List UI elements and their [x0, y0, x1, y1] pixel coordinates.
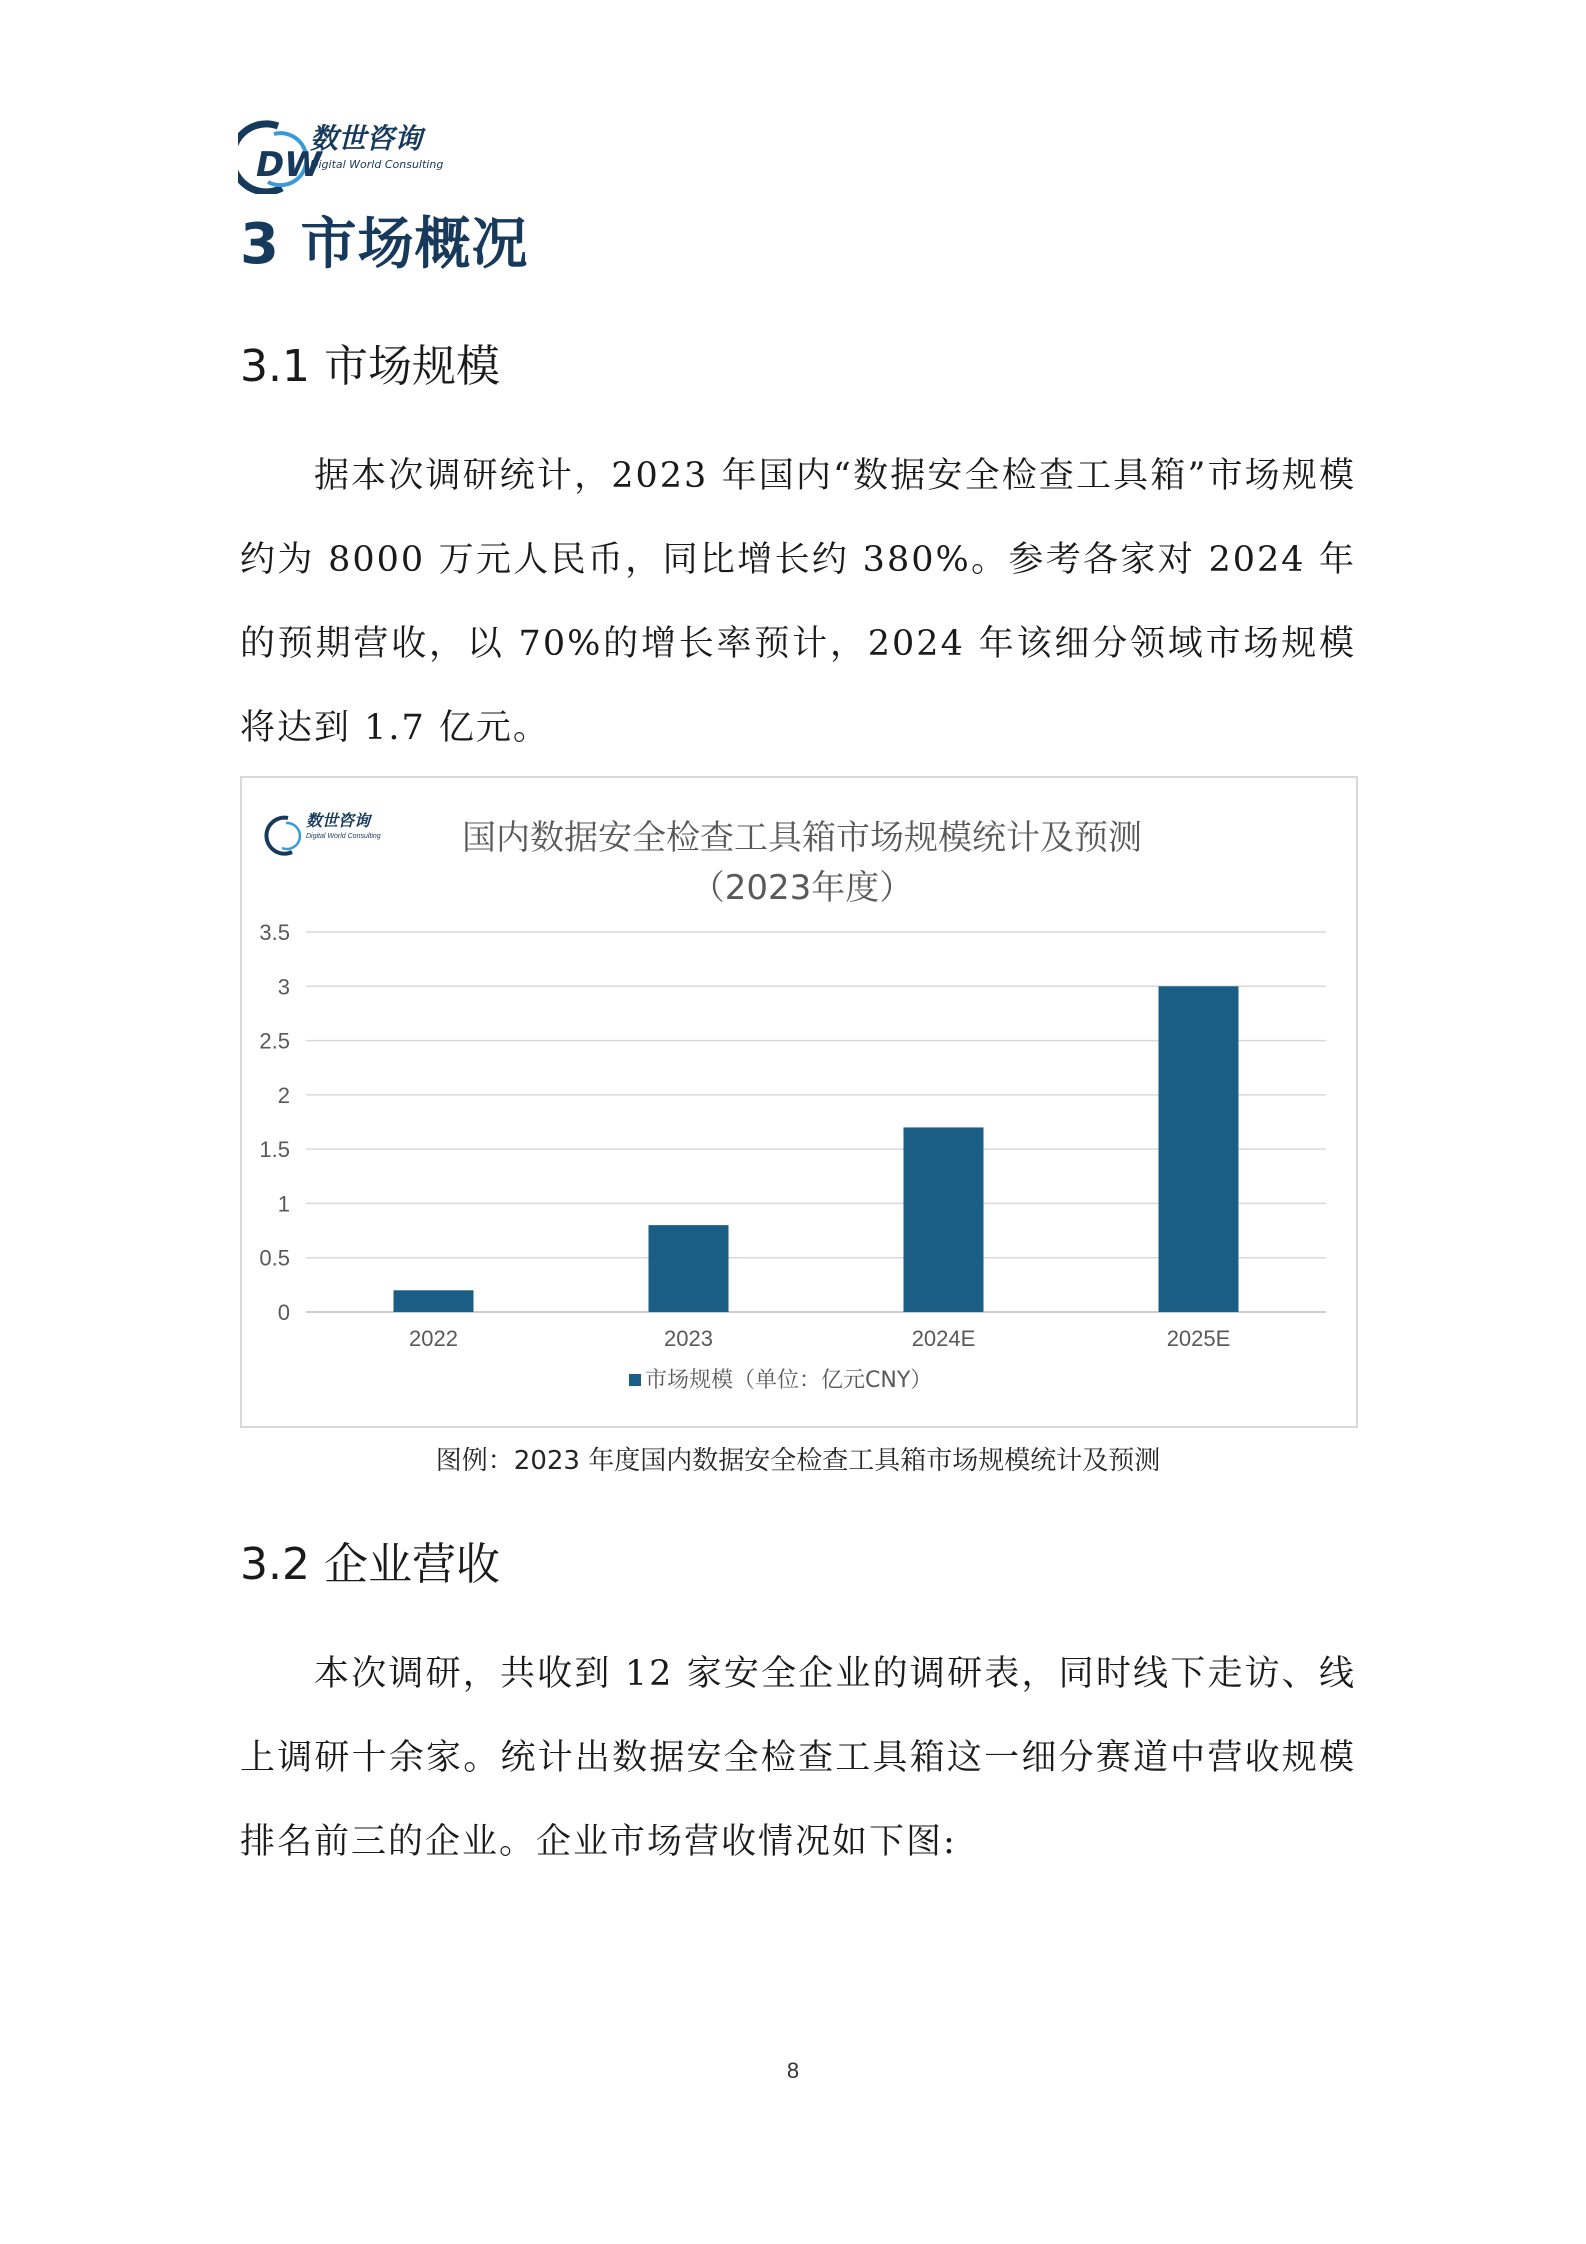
x-tick-label: 2022	[409, 1326, 458, 1351]
y-tick-label: 2.5	[259, 1028, 290, 1054]
chart-logo-cn: 数世咨询	[306, 813, 371, 830]
bar	[649, 1225, 729, 1312]
bar	[394, 1290, 474, 1312]
bar	[1159, 986, 1239, 1312]
legend-label: 市场规模（单位：亿元CNY）	[645, 1368, 933, 1393]
logo-mark: DW	[256, 145, 322, 185]
company-logo	[238, 112, 468, 194]
x-tick-label: 2025E	[1166, 1326, 1231, 1351]
y-tick-label: 3	[277, 974, 290, 1000]
chart-title-line1: 国内数据安全检查工具箱市场规模统计及预测	[462, 818, 1142, 858]
y-tick-label: 1.5	[259, 1137, 290, 1163]
y-tick-label: 0	[277, 1300, 290, 1325]
chart-caption: 图例：2023 年度国内数据安全检查工具箱市场规模统计及预测	[435, 1446, 1161, 1476]
market-size-chart	[240, 776, 1358, 1428]
logo-en-text: Digital World Consulting	[310, 158, 444, 171]
y-tick-label: 0.5	[259, 1245, 290, 1271]
bar	[904, 1127, 984, 1312]
subsection-title-revenue: 3.2 企业营收	[240, 1539, 500, 1590]
revenue-paragraph: 本次调研，共收到 12 家安全企业的调研表，同时线下走访、线上调研十余家。统计出数据安全检查工具箱这一细分赛道中营收规模排名前三的企业。企业市场营收情况如下图:	[240, 1654, 1356, 1862]
y-tick-label: 3.5	[259, 920, 290, 945]
logo-graphic	[238, 112, 468, 194]
subsection-title-market-size: 3.1 市场规模	[240, 341, 500, 392]
legend-swatch	[629, 1374, 641, 1386]
section-title: 3 市场概况	[240, 212, 529, 277]
x-tick-label: 2023	[664, 1326, 713, 1351]
x-tick-label: 2024E	[911, 1326, 976, 1351]
market-size-paragraph: 据本次调研统计，2023 年国内“数据安全检查工具箱”市场规模约为 8000 万元人民币，同比增长约 380%。参考各家对 2024 年的预期营收，以 70%的增长率预计，2024 年该细分领域市场规模将达到 1.7 亿元。	[240, 456, 1356, 748]
page-number: 8	[786, 2058, 800, 2083]
chart-logo-en: Digital World Consulting	[306, 833, 381, 840]
y-tick-label: 2	[277, 1082, 290, 1108]
y-tick-label: 1	[277, 1191, 290, 1217]
logo-cn-text: 数世咨询	[310, 122, 423, 155]
chart-title-line2: （2023年度）	[690, 868, 914, 908]
